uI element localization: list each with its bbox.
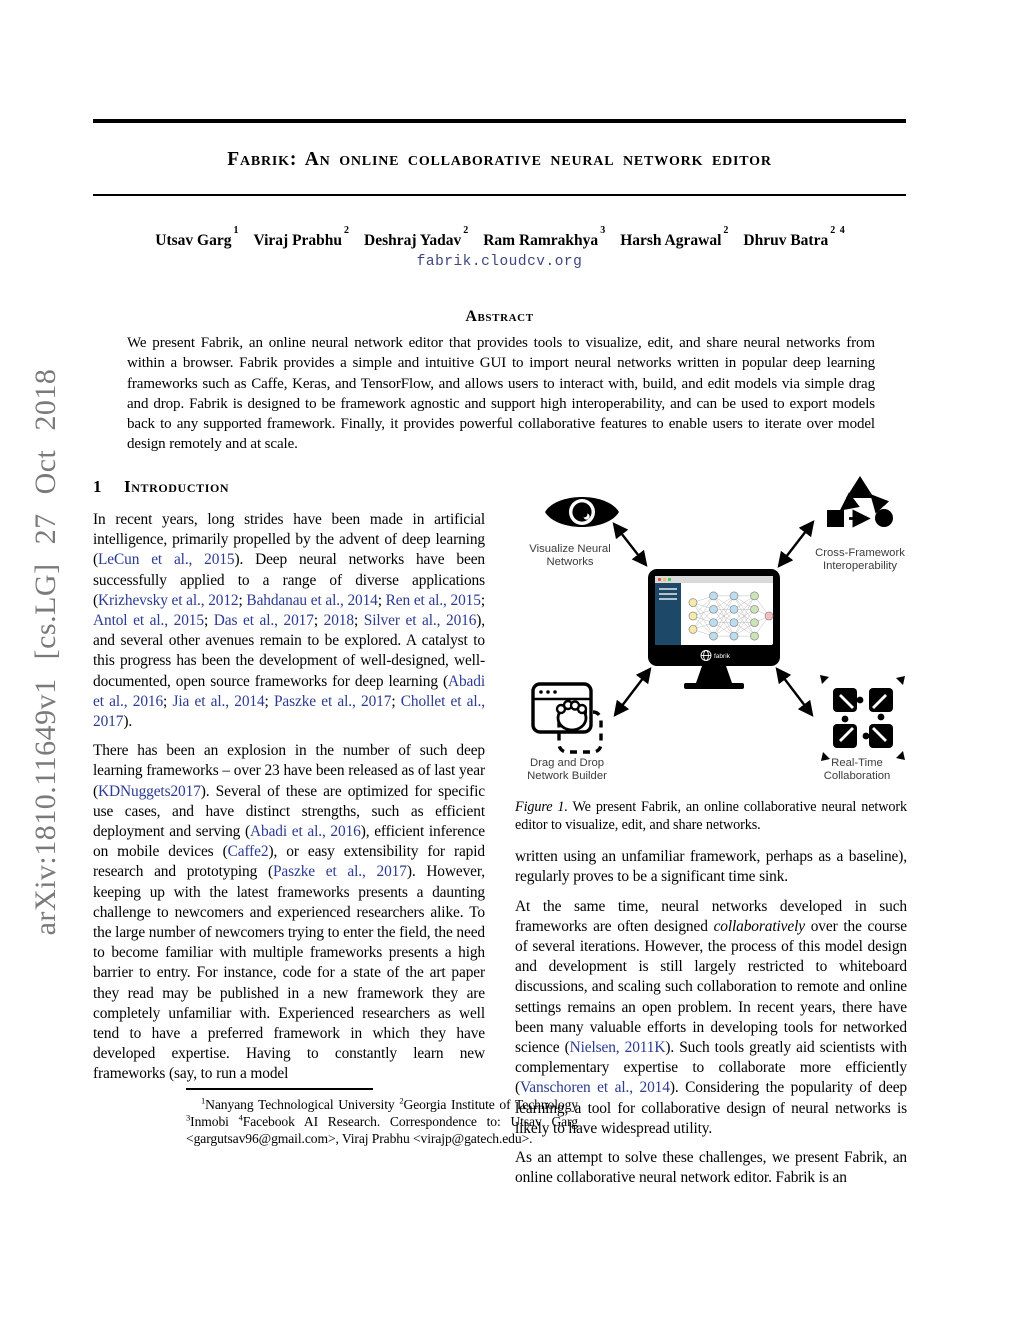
arxiv-watermark: arXiv:1810.11649v1 [cs.LG] 27 Oct 2018 [29,368,62,936]
author: Dhruv Batra$^{2 4}$ [743,225,846,250]
browser-sidebar [655,583,681,645]
abstract-text: We present Fabrik, an online neural network editor that provides tools to visualize, edit, and share neural networks from within a browser. Fabrik provides a simple and intuitive GUI to import neural networks written in popular deep learning frameworks such as Caffe, Keras, and TensorFlow, and allows users to interact with, build, and edit models via simple drag and drop. Fabrik is designed to be framework agnostic and support high interoperability, and can be used to export models back to any supported framework. Finally, it provides powerful collaborative features to enable users to iterate over model design remotely and at scale. [127,335,875,453]
citation-link[interactable]: Paszke et al., 2017 [273,692,392,710]
citation-link[interactable]: Silver et al., 2016 [363,612,477,630]
citation-link[interactable]: Nielsen, 2011K [569,1039,666,1057]
citation-link[interactable]: Krizhevsky et al., 2012 [98,591,239,609]
text-segment: ), or easy extensibility for rapid research and prototyping ( [93,843,485,881]
fabrik-logo-text: fabrik [714,653,730,660]
cross-framework-label-line2: Interoperability [822,560,898,572]
footnote-block [186,1088,578,1147]
hand-icon [557,701,586,730]
visualize-label-line1: Visualize Neural [529,543,611,555]
text-segment: We present Fabrik, an online collaborative neural network editor to visualize, edit, and share networks. [515,799,907,833]
text-segment: ; [264,692,274,710]
text-segment: ), efficient inference on mobile devices ( [93,823,486,861]
citation-link[interactable]: Jia et al., 2014 [172,692,265,710]
text-segment: over the course of several iterations. However, the process of this model design and development is still largely restricted to whiteboard discussions, and scaling such collaboration to remote and online settings remains an open problem. In recent years, there have been many valuable efforts in developing tools for networked science ( [515,917,907,1057]
text-segment: Georgia Institute of Technology [403,1096,578,1112]
citation-link[interactable]: Abadi et al., 2016 [93,672,485,710]
drag-drop-label-line2: Network Builder [527,770,607,782]
text-segment: There has been an explosion in the number of such deep learning frameworks – over 23 have been released as of last year ( [93,742,485,800]
intro-paragraph-1 [93,510,485,732]
collaboration-label-line2: Collaboration [823,770,891,782]
eye-icon [545,497,619,527]
drag-drop-icon [533,684,601,752]
text-segment: ). Several of these are optimized for specific use cases, and have distinct strengths, such as efficient deployment and serving ( [93,782,485,841]
text-segment: ). Deep neural networks have been successfully applied to a range of diverse applications ( [93,551,485,609]
collaboration-icon [820,675,905,761]
text-segment: ). Such tools greatly aid scientists with complementary expertise to collaborate more efficiently ( [515,1039,907,1097]
citation-link[interactable]: LeCun et al., 2015 [98,551,235,569]
text-segment: ). Considering the popularity of deep learning, a tool for collaborative design of neural networks is likely to have widespread utility. [515,1079,907,1137]
text-segment: ), and several other avenues remain to be explored. A catalyst to this progress has been the development of well-designed, well-documented, open source frameworks for deep learning ( [93,612,486,690]
right-paragraph-continuation [515,847,907,887]
collaboration-label-line1: Real-Time [831,757,883,769]
author: Harsh Agrawal$^2$ [620,225,730,250]
text-segment: ; [353,612,364,630]
cross-framework-label-line1: Cross-Framework [815,547,905,559]
author: Viraj Prabhu$^2$ [253,225,351,250]
cross-framework-icon [827,476,893,527]
text-segment: In recent years, long strides have been made in artificial intelligence, primarily propelled by the advent of deep learning ( [93,511,485,569]
author: Ram Ramrakhya$^3$ [483,225,607,250]
text-segment: Facebook AI Research. Correspondence to: Utsav Garg <gargutsav96@gmail.com>, Viraj Prabhu <virajp@gatech.edu>. [186,1113,578,1146]
title-rule-bottom [93,194,906,196]
section-title: Introduction [124,477,230,496]
citation-link[interactable]: Ren et al., 2015 [385,591,481,609]
citation-link[interactable]: KDNuggets2017 [98,782,201,800]
italic-text: Figure 1. [515,799,568,815]
browser-topbar [655,576,773,583]
drag-drop-label-line1: Drag and Drop [529,757,605,769]
website-link[interactable]: fabrik.cloudcv.org [416,254,583,270]
text-segment: ). [123,713,133,731]
citation-link[interactable]: Vanschoren et al., 2014 [520,1079,670,1097]
text-segment: As an attempt to solve these challenges, we present Fabrik, an online collaborative neural network editor. Fabrik is an [515,1149,907,1187]
citation-link[interactable]: Das et al., 2017 [213,612,314,630]
citation-link[interactable]: Antol et al., 2015 [93,612,204,630]
superscript-mark: 4 [238,1112,243,1123]
citation-link[interactable]: Bahdanau et al., 2014 [246,591,378,609]
title-rule-top [93,119,906,123]
text-segment: ; [203,612,214,630]
text-segment: ; [391,692,401,710]
paper-title: Fabrik: An online collaborative neural network editor [227,149,772,170]
author: Deshraj Yadav$^2$ [364,225,470,250]
monitor-icon [648,569,780,689]
citation-link[interactable]: Paszke et al., 2017 [272,863,407,881]
text-segment: ; [238,591,247,609]
citation-link[interactable]: Chollet et al., 2017 [93,692,485,731]
italic-text: collaboratively [713,917,805,935]
citation-link[interactable]: Caffe2 [227,843,269,861]
text-segment: At the same time, neural networks developed in such frameworks are often designed [515,897,907,935]
superscript-mark: 1 [201,1095,206,1106]
text-segment: ). However, keeping up with the latest frameworks presents a daunting challenge to newcomers and experienced researchers alike. To the large number of newcomers trying to enter the field, the need to become familiar with multiple frameworks presents a high barrier to entry. For instance, code for a state of the art paper they read may be published in a new framework they are completely unfamiliar with. Experienced researchers as well tend to have a preferred framework in which they have developed expertise. Having to constantly learn new frameworks (say, to run a model [93,863,485,1083]
figure-1 [515,472,907,794]
visualize-label-line2: Networks [546,556,594,568]
text-segment: ; [480,591,485,609]
intro-paragraph-2 [93,741,485,1084]
footnote-rule [186,1088,373,1090]
browser-dot-green [668,578,671,581]
section-number: 1 [93,477,102,496]
abstract-heading: Abstract [465,308,534,325]
figure-1-graphic [515,472,907,794]
text-segment: ; [163,692,173,710]
text-segment: Nanyang Technological University [205,1096,400,1112]
right-paragraph-fabrik-intro [515,1148,907,1188]
figure-1-caption [515,799,907,834]
text-segment: ; [377,591,386,609]
author-list [93,225,906,250]
superscript-mark: 2 [399,1095,404,1106]
text-segment: Inmobi [190,1113,239,1129]
text-segment: ; [313,612,324,630]
left-column [93,477,485,1094]
text-segment: written using an unfamiliar framework, perhaps as a baseline), regularly proves to be a significant time sink. [515,848,907,886]
browser-dot-yellow [663,578,666,581]
footnote-text [186,1096,578,1148]
browser-dot-red [658,578,661,581]
superscript-mark: 3 [186,1112,191,1123]
author: Utsav Garg$^1$ [155,225,240,250]
section-1-heading [93,477,485,497]
citation-link[interactable]: 2018 [323,612,354,630]
citation-link[interactable]: Abadi et al., 2016 [250,823,361,841]
